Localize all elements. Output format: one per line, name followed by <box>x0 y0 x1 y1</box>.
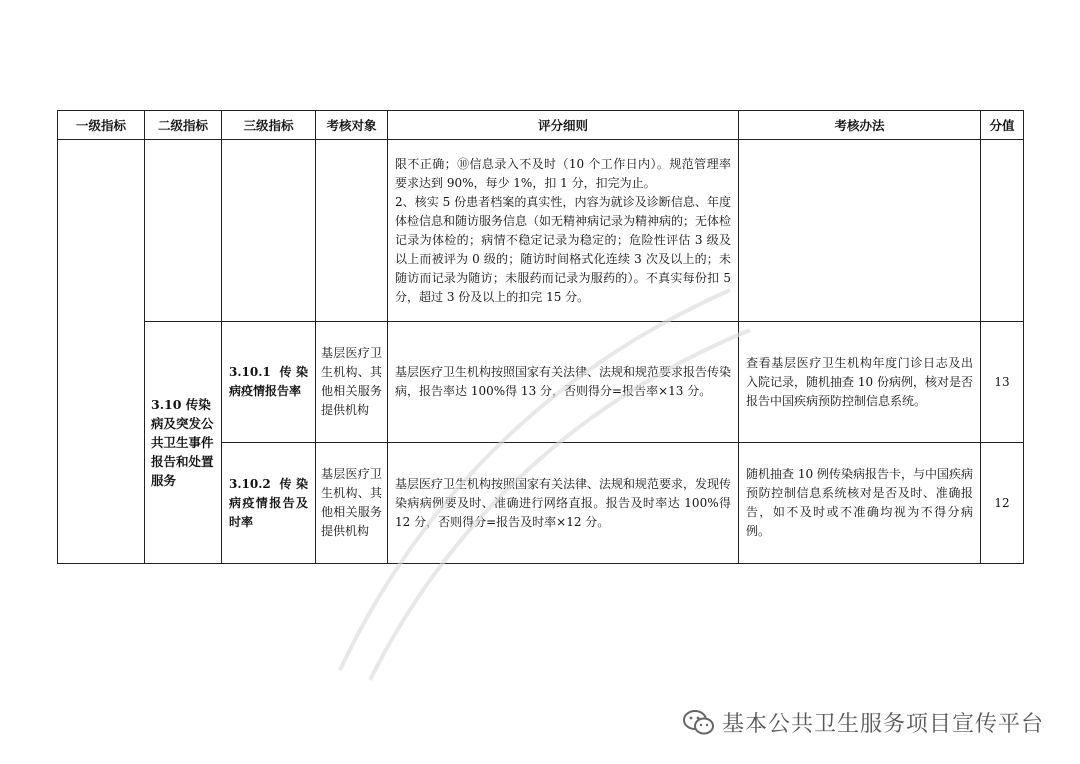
level3-cell-empty <box>222 140 316 322</box>
detail-cell: 基层医疗卫生机构按照国家有关法律、法规和规范要求报告传染病，报告率达 100%得 13 分，否则得分=报告率×13 分。 <box>388 322 739 443</box>
header-method: 考核办法 <box>739 111 981 140</box>
detail-cell <box>388 140 739 322</box>
detail-cell: 基层医疗卫生机构按照国家有关法律、法规和规范要求，发现传染病病例要及时、准确进行网络直报。报告及时率达 100%得 12 分，否则得分=报告及时率×12 分。 <box>388 443 739 564</box>
footer-brand <box>682 707 1044 738</box>
level2-cell: 3.10 传染病及突发公共卫生事件报告和处置服务 <box>145 322 222 564</box>
header-target: 考核对象 <box>316 111 388 140</box>
assessment-table <box>57 110 1024 564</box>
score-cell: 13 <box>981 322 1024 443</box>
header-level1: 一级指标 <box>58 111 145 140</box>
target-cell: 基层医疗卫生机构、其他相关服务提供机构 <box>316 322 388 443</box>
header-level2: 二级指标 <box>145 111 222 140</box>
score-cell: 12 <box>981 443 1024 564</box>
level3-cell: 3.10.2 传染病疫情报告及时率 <box>222 443 316 564</box>
method-cell: 随机抽查 10 例传染病报告卡，与中国疾病预防控制信息系统核对是否及时、准确报告，如不及时或不准确均视为不得分病例。 <box>739 443 981 564</box>
target-cell-empty <box>316 140 388 322</box>
table-row <box>58 322 1024 443</box>
level3-cell: 3.10.1 传染病疫情报告率 <box>222 322 316 443</box>
level1-cell <box>58 140 145 564</box>
level2-cell-empty <box>145 140 222 322</box>
wechat-icon <box>682 708 716 738</box>
header-score: 分值 <box>981 111 1024 140</box>
header-row <box>58 111 1024 140</box>
detail-line: 限不正确；⑩信息录入不及时（10 个工作日内）。规范管理率要求达到 90%，每少 1%，扣 1 分，扣完为止。 <box>395 156 731 190</box>
method-cell-empty <box>739 140 981 322</box>
footer-text: 基本公共卫生服务项目宣传平台 <box>721 712 1044 737</box>
score-cell-empty <box>981 140 1024 322</box>
method-cell: 查看基层医疗卫生机构年度门诊日志及出入院记录，随机抽查 10 份病例，核对是否报告中国疾病预防控制信息系统。 <box>739 322 981 443</box>
header-level3: 三级指标 <box>222 111 316 140</box>
table-row <box>58 140 1024 322</box>
header-detail: 评分细则 <box>388 111 739 140</box>
detail-line: 2、核实 5 份患者档案的真实性，内容为就诊及诊断信息、年度体检信息和随访服务信息（如无精神病记录为精神病的；无体检记录为体检的；病情不稳定记录为稳定的；危险性评估 3 级及以上而被评为 0 级的；随访时间格式化连续 3 次及以上的；未随访而记录为随访；未服药而记录为服药的）。不真实每份扣 5 分，超过 3 份及以上的扣完 15 分。 <box>395 194 732 304</box>
target-cell: 基层医疗卫生机构、其他相关服务提供机构 <box>316 443 388 564</box>
